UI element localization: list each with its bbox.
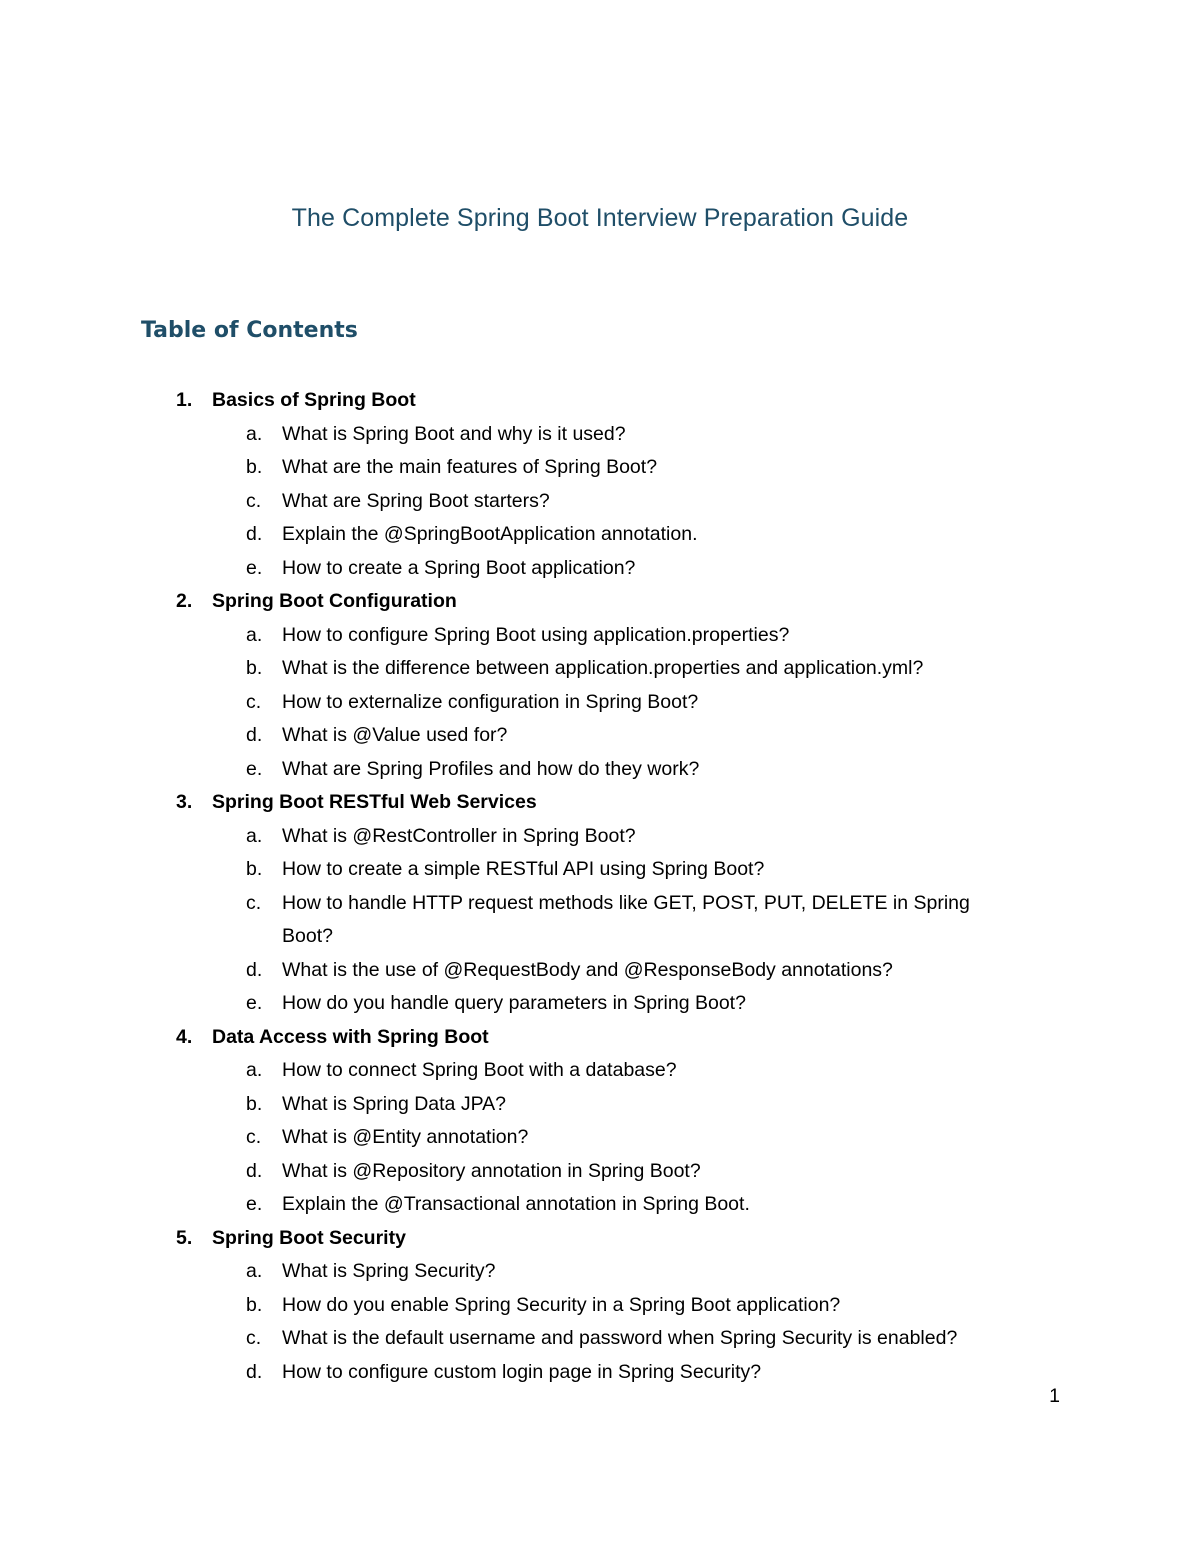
toc-item-text: What is @Value used for? [282,724,508,746]
toc-section [0,1222,1200,1390]
toc-item-letter: a. [246,824,263,847]
toc-section-heading [0,786,1200,820]
toc-item-letter: d. [246,1159,263,1182]
toc-item-text: What are Spring Profiles and how do they work? [282,757,700,780]
toc-heading: Table of Contents [141,318,358,343]
toc-item [0,820,1200,854]
toc-item-letter: e. [246,757,263,780]
toc-item [0,954,1200,988]
toc-item-letter: d. [246,724,263,746]
toc-item-text: What are Spring Boot starters? [282,489,550,512]
toc-item [0,753,1200,787]
toc-item-letter: c. [246,1126,262,1148]
toc-item [0,1054,1200,1088]
toc-item-text: What is the default username and password when Spring Security is enabled? [282,1327,958,1349]
toc-item-letter: c. [246,489,262,512]
toc-item [0,652,1200,686]
toc-section [0,384,1200,585]
toc-item-text: Explain the @SpringBootApplication annotation. [282,523,698,545]
toc-item-text: How to externalize configuration in Spring Boot? [282,690,699,713]
toc-item-letter: b. [246,1293,263,1316]
toc-item [0,418,1200,452]
toc-item-letter: a. [246,1059,263,1081]
toc-section [0,585,1200,786]
toc-section-number: 5. [176,1226,193,1249]
toc-item-letter: d. [246,958,263,981]
toc-section [0,1021,1200,1222]
toc-item [0,887,1200,954]
toc-item [0,686,1200,720]
toc-item-text: How to create a Spring Boot application? [282,556,636,579]
toc-item [0,1088,1200,1122]
toc-item-letter: c. [246,690,262,713]
toc-item-text: What are the main features of Spring Boot? [282,456,658,478]
toc-item-letter: d. [246,1360,263,1383]
toc-section [0,786,1200,1021]
toc-item [0,1155,1200,1189]
toc-item [0,1356,1200,1390]
toc-item-letter: b. [246,1092,263,1115]
toc-section-title: Spring Boot Configuration [212,590,457,612]
toc-item [0,987,1200,1021]
toc-item-text: How to configure Spring Boot using application.properties? [282,623,790,646]
toc-item-letter: a. [246,422,263,445]
toc-item-list [0,619,1200,787]
toc-item-text: How to create a simple RESTful API using Spring Boot? [282,858,765,880]
toc-section-number: 3. [176,791,193,813]
toc-item-text: How to handle HTTP request methods like GET, POST, PUT, DELETE in Spring Boot? [282,891,970,947]
toc-item-text: What is Spring Boot and why is it used? [282,422,626,445]
toc-section-heading [0,585,1200,619]
toc-item [0,1255,1200,1289]
toc-item-text: What is the difference between application.properties and application.yml? [282,657,924,679]
toc-item-letter: e. [246,556,263,579]
toc-item [0,1121,1200,1155]
toc-item [0,719,1200,753]
toc-item-letter: b. [246,456,263,478]
toc-item-letter: a. [246,623,263,646]
page-number: 1 [1049,1385,1060,1407]
toc-item [0,853,1200,887]
toc-item [0,1322,1200,1356]
toc-item-text: How do you handle query parameters in Spring Boot? [282,992,746,1014]
toc-item-letter: a. [246,1260,263,1282]
toc-item-letter: d. [246,523,263,545]
table-of-contents [0,384,1200,1389]
toc-item [0,518,1200,552]
toc-item-text: What is @Entity annotation? [282,1126,529,1148]
toc-item-list [0,820,1200,1021]
toc-item [0,619,1200,653]
toc-item-text: How to connect Spring Boot with a database? [282,1059,677,1081]
toc-item [0,1188,1200,1222]
toc-item-text: How to configure custom login page in Spring Security? [282,1360,762,1383]
toc-section-title: Spring Boot Security [212,1226,406,1249]
toc-section-number: 4. [176,1025,193,1048]
toc-section-heading [0,1222,1200,1256]
toc-item-letter: e. [246,1193,263,1215]
toc-item-list [0,1255,1200,1389]
toc-item-text: What is Spring Security? [282,1260,496,1282]
toc-section-title: Basics of Spring Boot [212,389,416,411]
toc-item [0,1289,1200,1323]
document-title: The Complete Spring Boot Interview Preparation Guide [291,204,909,232]
toc-section-title: Spring Boot RESTful Web Services [212,791,537,813]
toc-section-title: Data Access with Spring Boot [212,1025,489,1048]
toc-item-letter: c. [246,891,262,914]
toc-item-text: Explain the @Transactional annotation in Spring Boot. [282,1193,750,1215]
toc-item-list [0,1054,1200,1222]
toc-section-heading [0,1021,1200,1055]
toc-item-list [0,418,1200,586]
toc-item [0,451,1200,485]
toc-item-text: What is the use of @RequestBody and @ResponseBody annotations? [282,958,893,981]
toc-item [0,552,1200,586]
toc-item [0,485,1200,519]
toc-section-number: 2. [176,590,193,612]
toc-item-letter: b. [246,657,263,679]
toc-item-letter: e. [246,992,263,1014]
toc-item-letter: b. [246,858,263,880]
toc-section-heading [0,384,1200,418]
toc-item-text: What is Spring Data JPA? [282,1092,506,1115]
toc-item-text: How do you enable Spring Security in a Spring Boot application? [282,1293,841,1316]
toc-item-letter: c. [246,1327,262,1349]
toc-section-number: 1. [176,389,193,411]
toc-item-text: What is @RestController in Spring Boot? [282,824,636,847]
toc-item-text: What is @Repository annotation in Spring Boot? [282,1159,701,1182]
